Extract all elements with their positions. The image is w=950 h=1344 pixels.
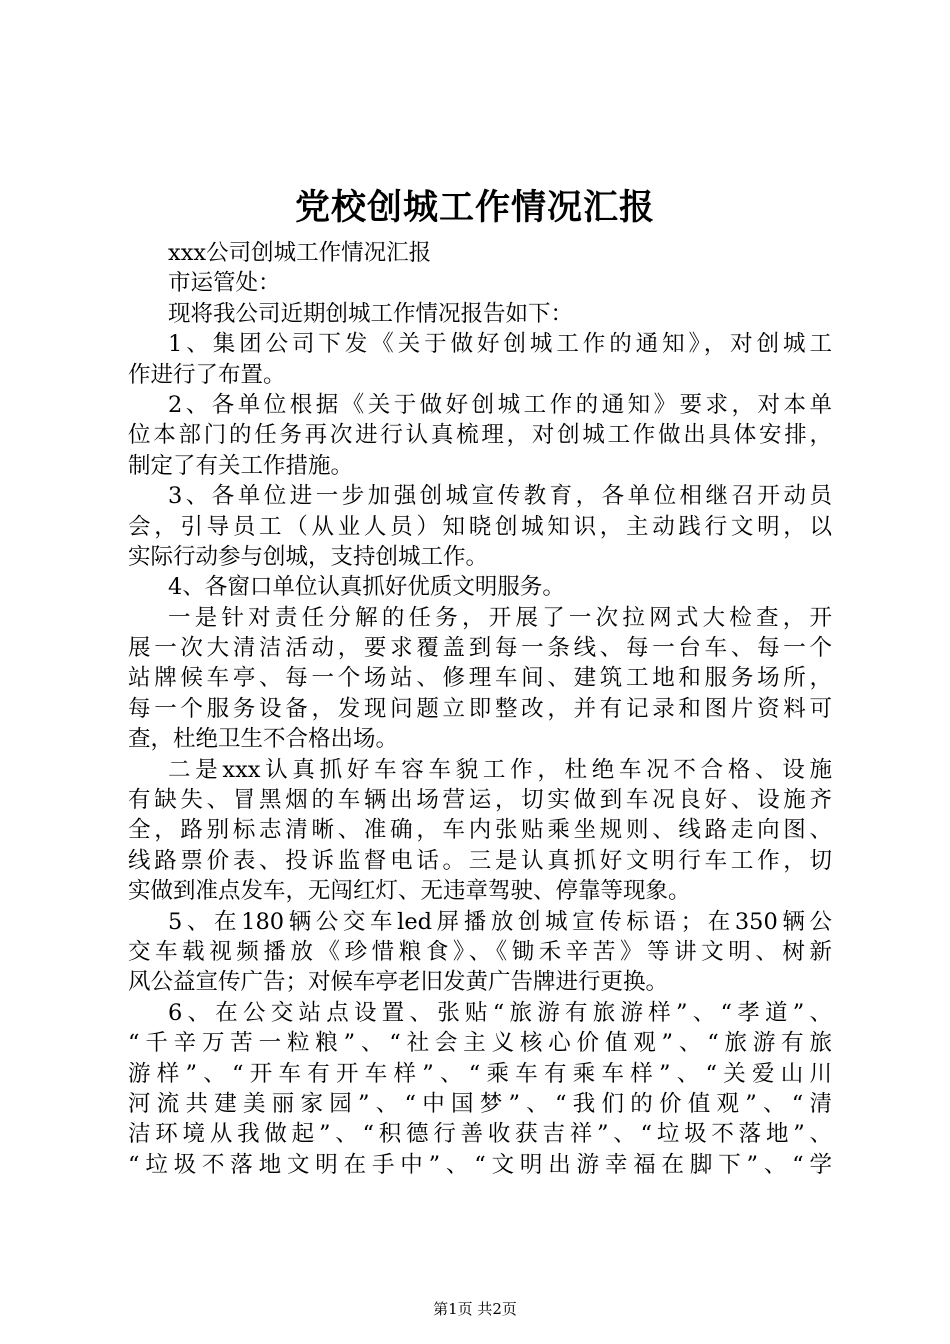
text-line: 实际行动参与创城，支持创城工作。: [128, 543, 489, 570]
text-line: 作进行了布置。: [128, 361, 286, 388]
text-line: 交车载视频播放《珍惜粮食》、《锄禾辛苦》等讲文明、树新: [128, 938, 832, 965]
document-body: [128, 238, 832, 1180]
text-line: 2、各单位根据《关于做好创城工作的通知》要求，对本单: [168, 391, 832, 418]
text-line: xxx公司创城工作情况汇报: [168, 240, 432, 266]
text-line: 线路票价表、投诉监督电话。三是认真抓好文明行车工作，切: [128, 847, 832, 874]
text-line: 实做到准点发车，无闯红灯、无违章驾驶、停靠等现象。: [128, 878, 691, 905]
text-line: 现将我公司近期创城工作情况报告如下：: [168, 300, 574, 327]
text-line: 展一次大清洁活动，要求覆盖到每一条线、每一台车、每一个: [128, 635, 832, 662]
text-line: 二是xxx认真抓好车容车貌工作，杜绝车况不合格、设施: [168, 756, 832, 783]
document-title: 党校创城工作情况汇报: [294, 187, 655, 228]
text-line: 会，引导员工（从业人员）知晓创城知识，主动践行文明，以: [128, 513, 832, 540]
text-line: 全，路别标志清晰、准确，车内张贴乘坐规则、线路走向图、: [128, 817, 832, 844]
text-line: 风公益宣传广告；对候车亭老旧发黄广告牌进行更换。: [128, 969, 669, 996]
text-line: 有缺失、冒黑烟的车辆出场营运，切实做到车况良好、设施齐: [128, 787, 832, 814]
page-footer: 第1页 共2页: [433, 1300, 517, 1318]
text-line: 5、在180辆公交车led屏播放创城宣传标语；在350辆公: [168, 908, 832, 935]
text-line: 查，杜绝卫生不合格出场。: [128, 726, 399, 753]
text-line: 位本部门的任务再次进行认真梳理，对创城工作做出具体安排，: [128, 422, 832, 449]
text-line: 一是针对责任分解的任务，开展了一次拉网式大检查，开: [168, 604, 832, 631]
text-line: 河流共建美丽家园”、“中国梦”、“我们的价值观”、“清: [128, 1090, 832, 1117]
text-line: “垃圾不落地文明在手中”、“文明出游幸福在脚下”、“学: [128, 1151, 832, 1178]
text-line: 市运管处：: [168, 270, 281, 297]
text-line: 每一个服务设备，发现问题立即整改，并有记录和图片资料可: [128, 695, 832, 722]
text-line: 游样”、“开车有开车样”、“乘车有乘车样”、“关爱山川: [128, 1060, 832, 1087]
text-line: 洁环境从我做起”、“积德行善收获吉祥”、“垃圾不落地”、: [128, 1121, 832, 1148]
text-line: 3、各单位进一步加强创城宣传教育，各单位相继召开动员: [168, 483, 832, 510]
text-line: 6、在公交站点设置、张贴“旅游有旅游样”、“孝道”、: [168, 999, 832, 1026]
text-line: 站牌候车亭、每一个场站、修理车间、建筑工地和服务场所，: [128, 665, 832, 692]
text-line: 1、集团公司下发《关于做好创城工作的通知》，对创城工: [168, 331, 832, 358]
text-line: “千辛万苦一粒粮”、“社会主义核心价值观”、“旅游有旅: [128, 1030, 832, 1057]
text-line: 4、各窗口单位认真抓好优质文明服务。: [168, 574, 565, 601]
text-line: 制定了有关工作措施。: [128, 452, 354, 479]
